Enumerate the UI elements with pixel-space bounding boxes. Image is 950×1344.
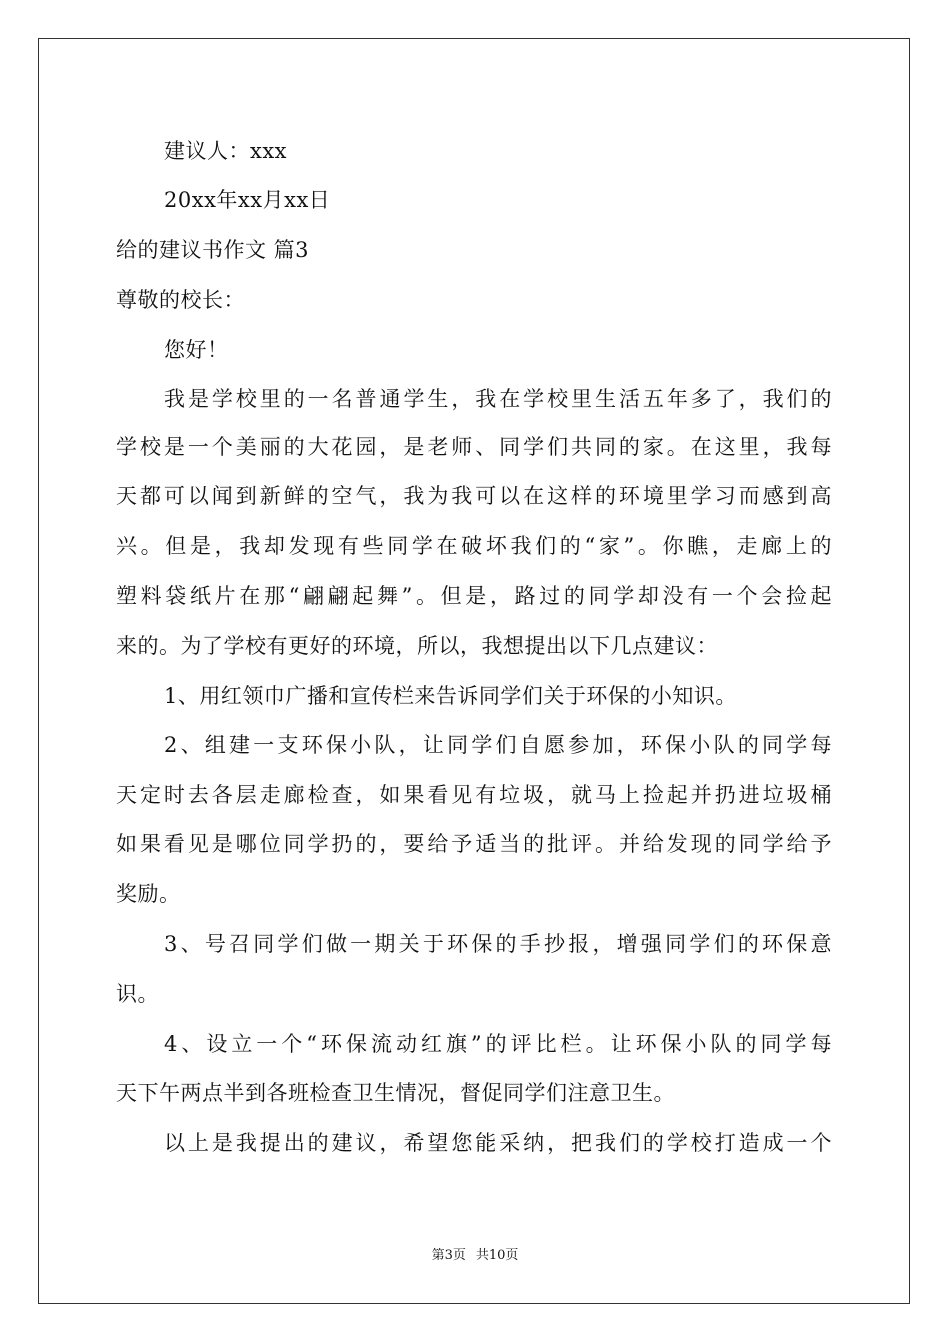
page-border [38, 38, 910, 1304]
suggestion-2-line: 2、组建一支环保小队，让同学们自愿参加，环保小队的同学每 [164, 733, 832, 757]
closing-line: 以上是我提出的建议，希望您能采纳，把我们的学校打造成一个 [164, 1131, 832, 1155]
paragraph-line: 塑料袋纸片在那“翩翩起舞”。但是，路过的同学却没有一个会捡起 [116, 584, 832, 608]
paragraph-line: 我是学校里的一名普通学生，我在学校里生活五年多了，我们的 [164, 387, 832, 411]
suggestion-1: 1、用红领巾广播和宣传栏来告诉同学们关于环保的小知识。 [164, 684, 737, 708]
page-total: 共10页 [475, 1248, 519, 1263]
salutation: 尊敬的校长： [116, 288, 245, 312]
paragraph-line: 学校是一个美丽的大花园，是老师、同学们共同的家。在这里，我每 [116, 435, 832, 459]
paragraph-line: 来的。为了学校有更好的环境，所以，我想提出以下几点建议： [116, 634, 718, 658]
suggestion-4-line: 天下午两点半到各班检查卫生情况，督促同学们注意卫生。 [116, 1081, 675, 1105]
suggestion-4-line: 4、设立一个“环保流动红旗”的评比栏。让环保小队的同学每 [164, 1032, 832, 1056]
date-line: 20xx年xx月xx日 [164, 188, 331, 212]
suggestion-3-line: 3、号召同学们做一期关于环保的手抄报，增强同学们的环保意 [164, 932, 832, 956]
page-footer [0, 1246, 950, 1266]
suggestion-2-line: 奖励。 [116, 882, 181, 906]
section-title: 给的建议书作文 篇3 [116, 238, 310, 262]
suggestion-2-line: 天定时去各层走廊检查，如果看见有垃圾，就马上捡起并扔进垃圾桶 [116, 783, 832, 807]
signer-line: 建议人：xxx [164, 139, 288, 163]
suggestion-2-line: 如果看见是哪位同学扔的，要给予适当的批评。并给发现的同学给予 [116, 832, 832, 856]
paragraph-line: 天都可以闻到新鲜的空气，我为我可以在这样的环境里学习而感到高 [116, 484, 832, 508]
greeting: 您好！ [164, 338, 229, 362]
paragraph-line: 兴。但是，我却发现有些同学在破坏我们的“家”。你瞧，走廊上的 [116, 534, 832, 558]
page-number: 第3页 [431, 1248, 466, 1263]
suggestion-3-line: 识。 [116, 982, 159, 1006]
